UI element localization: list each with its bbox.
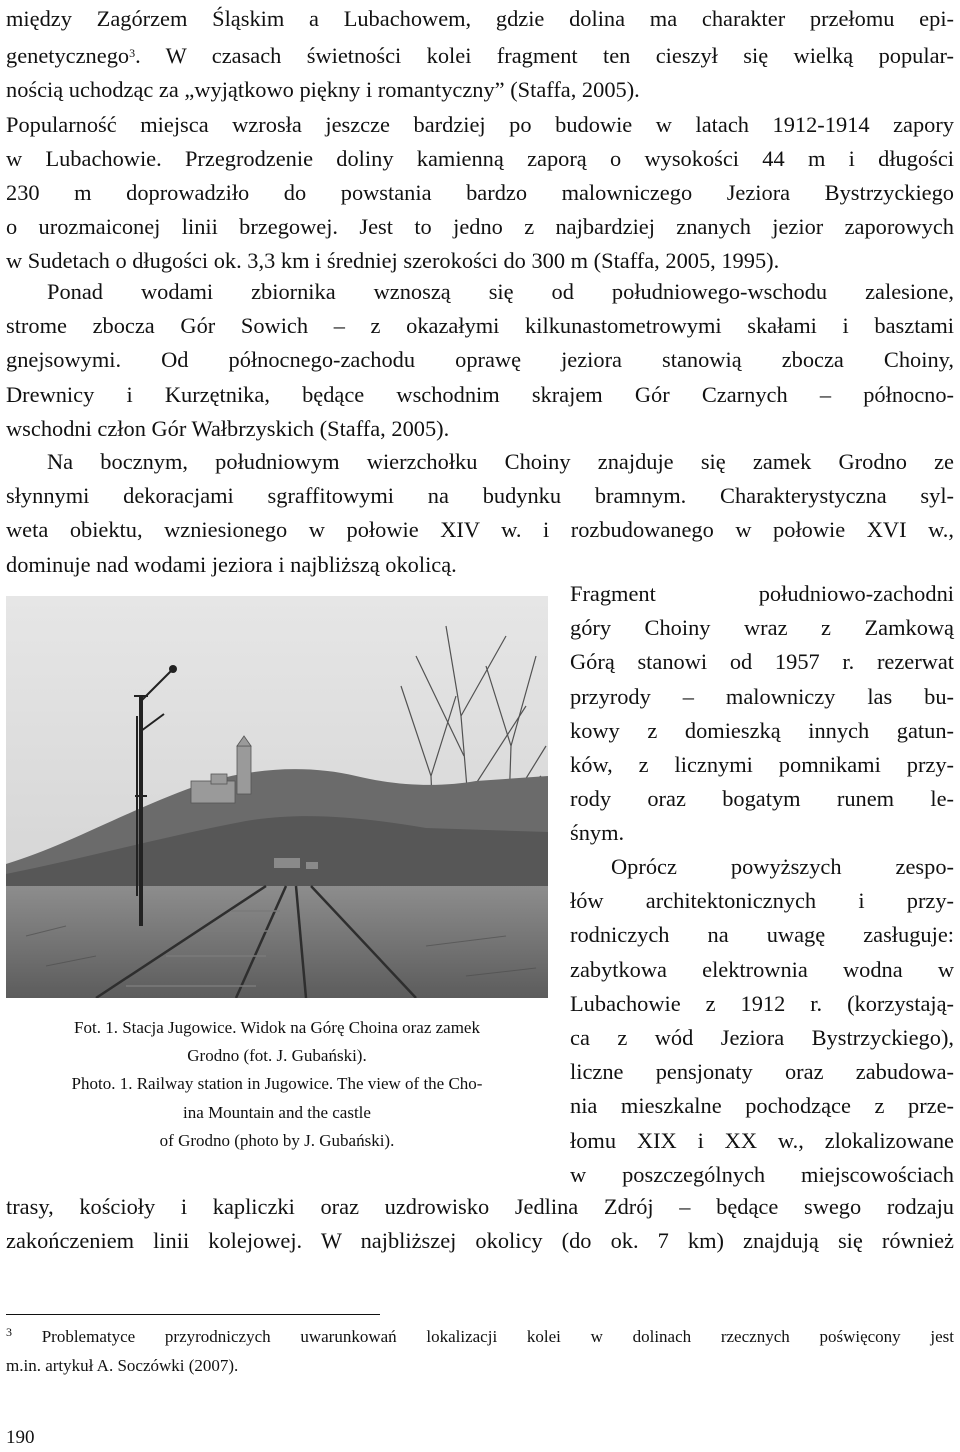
text-line: Lubachowie z 1912 r. (korzystają- <box>570 990 954 1016</box>
footnote-line: m.in. artykuł A. Soczówki (2007). <box>6 1355 239 1375</box>
text-line: kowy z domieszką innych gatun- <box>570 717 954 743</box>
text-line: trasy, kościoły i kapliczki oraz uzdrowisko Jedlina Zdrój – będące swego rodzaju <box>6 1194 954 1219</box>
text-line: śnym. <box>570 820 625 846</box>
photo-illustration <box>6 596 548 998</box>
caption-pl-line1: Fot. 1. Stacja Jugowice. Widok na Górę Choina oraz zamek <box>74 1018 480 1037</box>
text-line: między Zagórzem Śląskim a Lubachowem, gdzie dolina ma charakter przełomu epi- <box>6 6 954 31</box>
text-line: genetycznego$^3$. W czasach świetności kolei fragment ten cieszył się wielką popular- <box>6 43 954 69</box>
text-line: strome zbocza Gór Sowich – z okazałymi kilkunastometrowymi skałami i basztami <box>6 313 954 339</box>
text-line: rody oraz bogatym runem le- <box>570 786 954 812</box>
photo-railway-station <box>6 596 548 998</box>
text-line: przyrody – malowniczy las bu- <box>570 683 954 709</box>
text-line: w poszczególnych miejscowościach <box>570 1161 954 1187</box>
text-line: nością uchodząc za „wyjątkowo piękny i romantyczny” (Staffa, 2005). <box>6 77 640 103</box>
caption-en-label: Photo. 1. <box>71 1074 133 1094</box>
paragraph-mountains <box>6 275 954 446</box>
text-line: weta obiektu, wzniesionego w połowie XIV w. i rozbudowanego w połowie XVI w., <box>6 517 954 543</box>
text-line: łomu XIX i XX w., zlokalizowane <box>570 1127 954 1153</box>
text-line: liczne pensjonaty oraz zabudowa- <box>570 1059 954 1085</box>
footnote <box>6 1318 954 1380</box>
footnote-separator <box>6 1314 380 1315</box>
text-line: góry Choiny wraz z Zamkową <box>570 615 954 641</box>
text-line: Drewnicy i Kurzętnika, będące wschodnim skrajem Gór Czarnych – północno- <box>6 381 954 407</box>
text-line: Na bocznym, południowym wierzchołku Choiny znajduje się zamek Grodno ze <box>47 449 954 474</box>
footnote-line: $^3$ Problematyce przyrodniczych uwarunkowań lokalizacji kolei w dolinach rzecznych poświęcony jest <box>6 1325 954 1346</box>
caption-en-line1: Photo. 1. Railway station in Jugowice. The view of the Cho- <box>71 1074 483 1094</box>
text-line: łów architektonicznych i przy- <box>570 888 954 914</box>
text-line: nia mieszkalne pochodzące z prze- <box>570 1093 954 1119</box>
text-line: wschodni człon Gór Wałbrzyskich (Staffa, 2005). <box>6 415 450 441</box>
page-number: 190 <box>6 1427 35 1448</box>
text-line: Górą stanowi od 1957 r. rezerwat <box>570 649 954 675</box>
caption-en-line3: of Grodno (photo by J. Gubański). <box>159 1130 395 1150</box>
text-line: Ponad wodami zbiornika wznoszą się od południowego-wschodu zalesione, <box>47 279 954 304</box>
footnote-reference[interactable]: 3 <box>129 46 136 61</box>
paragraph-castle <box>6 445 954 582</box>
caption-pl-label: Fot. 1. <box>74 1018 118 1037</box>
side-paragraph-reserve <box>570 577 954 851</box>
text-line: ków, z licznymi pomnikami przy- <box>570 752 954 778</box>
text-line: o urozmaiconej linii brzegowej. Jest to jedno z najbardziej znanych jezior zaporowych <box>6 214 954 240</box>
caption-en-line2: ina Mountain and the castle <box>183 1102 371 1122</box>
text-line: Fragment południowo-zachodni <box>570 581 954 606</box>
text-line: w Lubachowie. Przegrodzenie doliny kamienną zaporą o wysokości 44 m i długości <box>6 145 954 171</box>
text-line: Popularność miejsca wzrosła jeszcze bardziej po budowie w latach 1912-1914 zapory <box>6 111 954 137</box>
text-line: ca z wód Jeziora Bystrzyckiego), <box>570 1025 954 1051</box>
paragraph-continuation <box>6 1190 954 1258</box>
text-line: w Sudetach o długości ok. 3,3 km i średniej szerokości do 300 m (Staffa, 2005, 1995). <box>6 248 780 274</box>
side-paragraph-sights <box>570 850 954 1192</box>
paragraph-intro <box>6 2 954 279</box>
text-line: 230 m doprowadziło do powstania bardzo malowniczego Jeziora Bystrzyckiego <box>6 180 954 206</box>
footnote-mark: 3 <box>6 1325 12 1339</box>
text-line: słynnymi dekoracjami sgraffitowymi na budynku bramnym. Charakterystyczna syl- <box>6 483 954 509</box>
text-line: gnejsowymi. Od północnego-zachodu oprawę jeziora stanowią zbocza Choiny, <box>6 347 954 373</box>
caption-pl-line2: Grodno (fot. J. Gubański). <box>187 1046 367 1066</box>
text-line: rodniczych na uwagę zasługuje: <box>570 922 954 948</box>
figure-caption <box>6 1014 548 1155</box>
text-line: Oprócz powyższych zespo- <box>611 854 954 879</box>
text-line: zabytkowa elektrownia wodna w <box>570 956 954 982</box>
text-line: dominuje nad wodami jeziora i najbliższą okolicą. <box>6 551 457 577</box>
text-line: zakończeniem linii kolejowej. W najbliższej okolicy (do ok. 7 km) znajdują się również <box>6 1228 954 1254</box>
